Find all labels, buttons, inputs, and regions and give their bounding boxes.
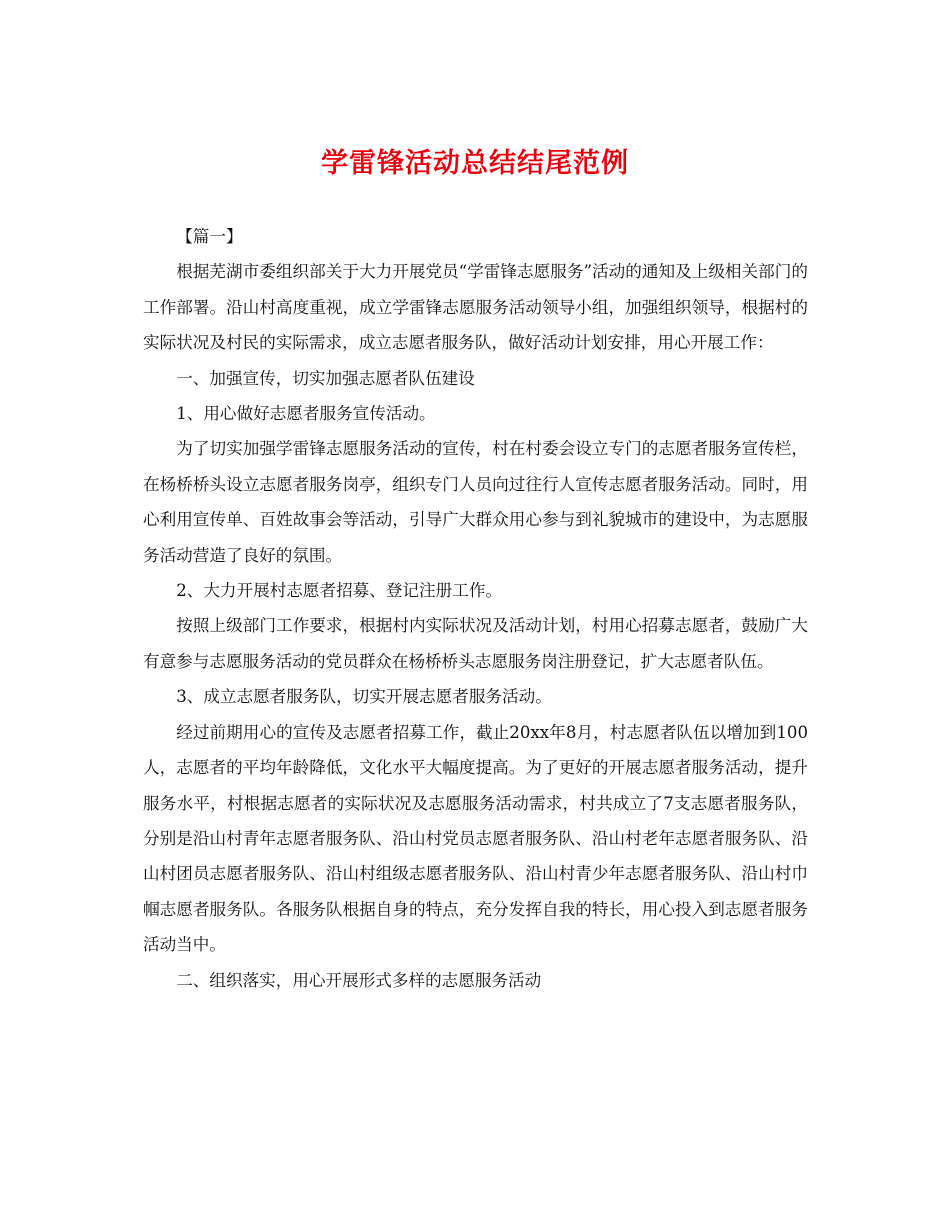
subheading-1: 1、用心做好志愿者服务宣传活动。 (176, 404, 436, 424)
intro-paragraph: 根据芜湖市委组织部关于大力开展党员“学雷锋志愿服务”活动的通知及上级相关部门的工作部署。沿山村高度重视，成立学雷锋志愿服务活动领导小组，加强组织领导，根据村的实际状况及村民的实际需求，成立志愿者服务队，做好活动计划安排，用心开展工作： (143, 262, 808, 353)
subheading-3: 3、成立志愿者服务队，切实开展志愿者服务活动。 (176, 687, 552, 707)
section-heading-part-one: 【篇一】 (176, 227, 243, 246)
subheading-2: 2、大力开展村志愿者招募、登记注册工作。 (176, 581, 503, 601)
document-title: 学雷锋活动总结结尾范例 (321, 148, 629, 179)
section-heading-one: 一、加强宣传，切实加强志愿者队伍建设 (176, 368, 475, 388)
document-body (143, 219, 808, 998)
paragraph-publicity: 为了切实加强学雷锋志愿服务活动的宣传，村在村委会设立专门的志愿者服务宣传栏，在杨桥桥头设立志愿者服务岗亭，组织专门人员向过往行人宣传志愿者服务活动。同时，用心利用宣传单、百姓故事会等活动，引导广大群众用心参与到礼貌城市的建设中，为志愿服务活动营造了良好的氛围。 (143, 439, 808, 565)
paragraph-service-teams: 经过前期用心的宣传及志愿者招募工作，截止20xx年8月，村志愿者队伍以增加到100人，志愿者的平均年龄降低，文化水平大幅度提高。为了更好的开展志愿者服务活动，提升服务水平，村根据志愿者的实际状况及志愿服务活动需求，村共成立了7支志愿者服务队，分别是沿山村青年志愿者服务队、沿山村党员志愿者服务队、沿山村老年志愿者服务队、沿山村团员志愿者服务队、沿山村组级志愿者服务队、沿山村青少年志愿者服务队、沿山村巾帼志愿者服务队。各服务队根据自身的特点，充分发挥自我的特长，用心投入到志愿者服务活动当中。 (143, 722, 808, 955)
section-heading-two: 二、组织落实，用心开展形式多样的志愿服务活动 (176, 970, 542, 990)
paragraph-recruitment: 按照上级部门工作要求，根据村内实际状况及活动计划，村用心招募志愿者，鼓励广大有意参与志愿服务活动的党员群众在杨桥桥头志愿服务岗注册登记，扩大志愿者队伍。 (143, 616, 808, 671)
